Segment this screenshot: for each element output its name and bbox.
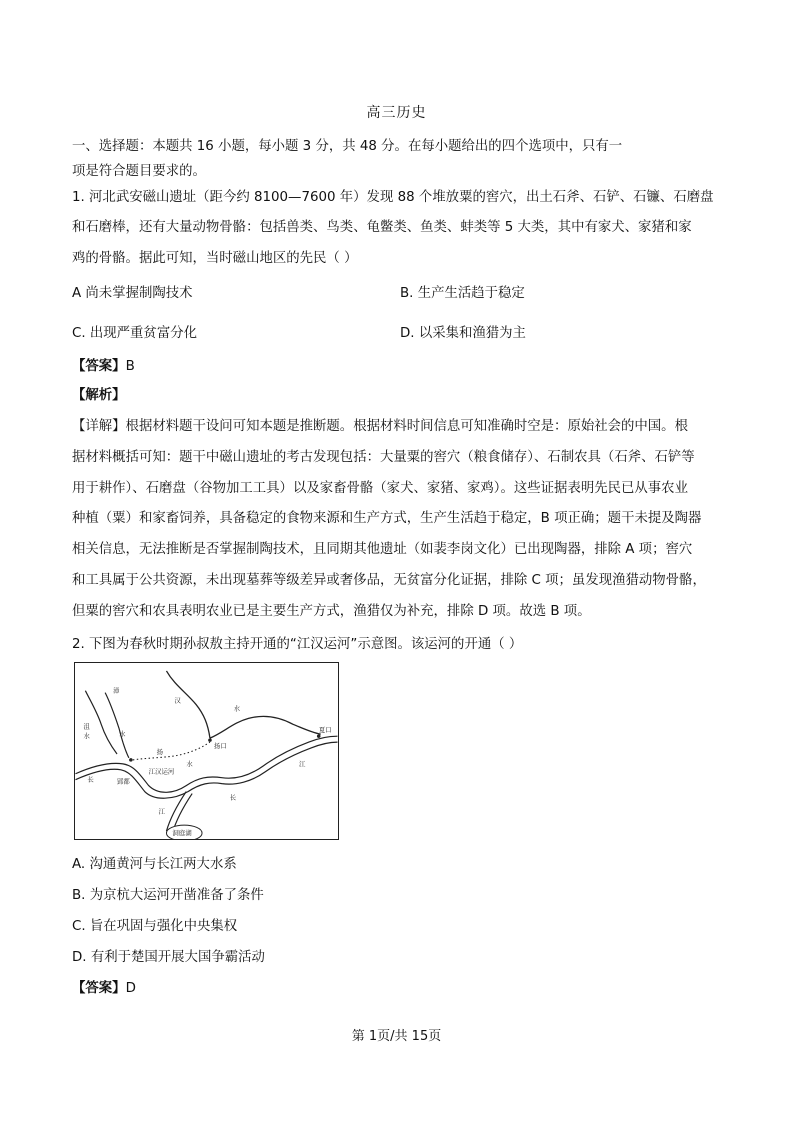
q2-answer (72, 977, 136, 996)
map-label-jianghan-canal: 江汉运河 (148, 767, 175, 776)
section-instruction-line-2: 项是符合题目要求的。 (72, 164, 206, 179)
map-label-jiang-east: 江 (298, 759, 306, 768)
q1-detail-line-3: 用于耕作）、石磨盘（谷物加工工具）以及家畜骨骼（家犬、家猪、家鸡）。这些证据表明先民已从事农业 (72, 481, 688, 496)
q1-option-d: D. 以采集和渔猎为主 (400, 326, 526, 341)
map-label-ju: 沮 (83, 722, 90, 731)
q1-detail-line-2: 据材料概括可知：题干中磁山遗址的考古发现包括：大量粟的窖穴（粮食储存）、石制农具（石斧、石铲等 (72, 450, 695, 465)
q1-detail-line-7: 但粟的窖穴和农具表明农业已是主要生产方式，渔猎仅为补充，排除 D 项。故选 B 项。 (72, 604, 591, 619)
q2-option-d: D. 有利于楚国开展大国争霸活动 (72, 950, 265, 965)
page-title: 高三历史 (366, 105, 427, 121)
map-label-yangkou: 扬口 (213, 742, 227, 751)
map-label-han: 汉 (174, 696, 181, 705)
section-instruction-line-1: 一、选择题：本题共 16 小题，每小题 3 分，共 48 分。在每小题给出的四个选项中，只有一 (72, 139, 623, 154)
q1-detail-line-6: 和工具属于公共资源，未出现墓葬等级差异或奢侈品，无贫富分化证据，排除 C 项；虽发现渔猎动物骨骼， (72, 573, 706, 588)
q2-option-b: B. 为京杭大运河开凿准备了条件 (72, 888, 264, 903)
q2-option-c: C. 旨在巩固与强化中央集权 (72, 919, 238, 934)
page-footer: 第 1页/共 15页 (351, 1029, 442, 1044)
map-label-ju-shui: 水 (83, 732, 90, 741)
q1-option-a: A 尚未掌握制陶技术 (72, 286, 193, 301)
map-label-jiang-south: 江 (158, 807, 165, 816)
q2-answer-label: 【答案】 (72, 981, 126, 996)
q1-detail-line-1: 【详解】根据材料题干设问可知本题是推断题。根据材料时间信息可知准确时空是：原始社会的中国。根 (72, 419, 688, 434)
map-label-yang-shui: 水 (186, 759, 193, 768)
map-label-chang-south: 长 (229, 793, 237, 802)
q1-detail-line-5: 相关信息，无法推断是否掌握制陶技术，且同期其他遗址（如裴李岗文化）已出现陶器，排除 A 项；窖穴 (72, 542, 693, 557)
map-label-han-shui: 水 (233, 704, 241, 713)
map-svg (75, 663, 338, 839)
map-label-zhang-shui: 水 (118, 730, 126, 739)
map-label-dongting: 洞庭湖 (172, 829, 192, 838)
q2-option-a: A. 沟通黄河与长江两大水系 (72, 857, 237, 872)
map-label-ying: 郢都 (117, 777, 130, 786)
q1-stem-line-2: 和石磨棒，还有大量动物骨骼：包括兽类、鸟类、龟鳖类、鱼类、蚌类等 5 大类，其中有家犬、家猪和家 (72, 220, 692, 235)
q2-stem: 2. 下图为春秋时期孙叔敖主持开通的“江汉运河”示意图。该运河的开通（ ） (72, 637, 523, 652)
q1-answer-label: 【答案】 (72, 359, 126, 374)
q1-answer (72, 355, 135, 374)
q1-option-b: B. 生产生活趋于稳定 (400, 286, 525, 301)
map-label-chang-west: 长 (87, 775, 94, 784)
map-label-xiakou: 夏口 (318, 726, 332, 735)
q1-answer-value: B (125, 359, 135, 374)
q2-answer-value: D (125, 981, 136, 996)
q1-detail-line-4: 种植（粟）和家畜饲养，具备稳定的食物来源和生产方式，生产生活趋于稳定，B 项正确；题干未提及陶器 (72, 511, 702, 526)
q1-stem-line-1: 1. 河北武安磁山遗址（距今约 8100—7600 年）发现 88 个堆放粟的窖穴，出土石斧、石铲、石镰、石磨盘 (72, 190, 714, 205)
q1-option-c: C. 出现严重贫富分化 (72, 326, 197, 341)
q1-stem-line-3: 鸡的骨骼。据此可知，当时磁山地区的先民（ ） (72, 251, 358, 266)
map-label-zhang: 漳 (113, 686, 120, 695)
map-label-yang: 扬 (156, 747, 163, 756)
q1-analysis-label: 【解析】 (72, 388, 126, 403)
jianghan-canal-map (74, 662, 339, 840)
